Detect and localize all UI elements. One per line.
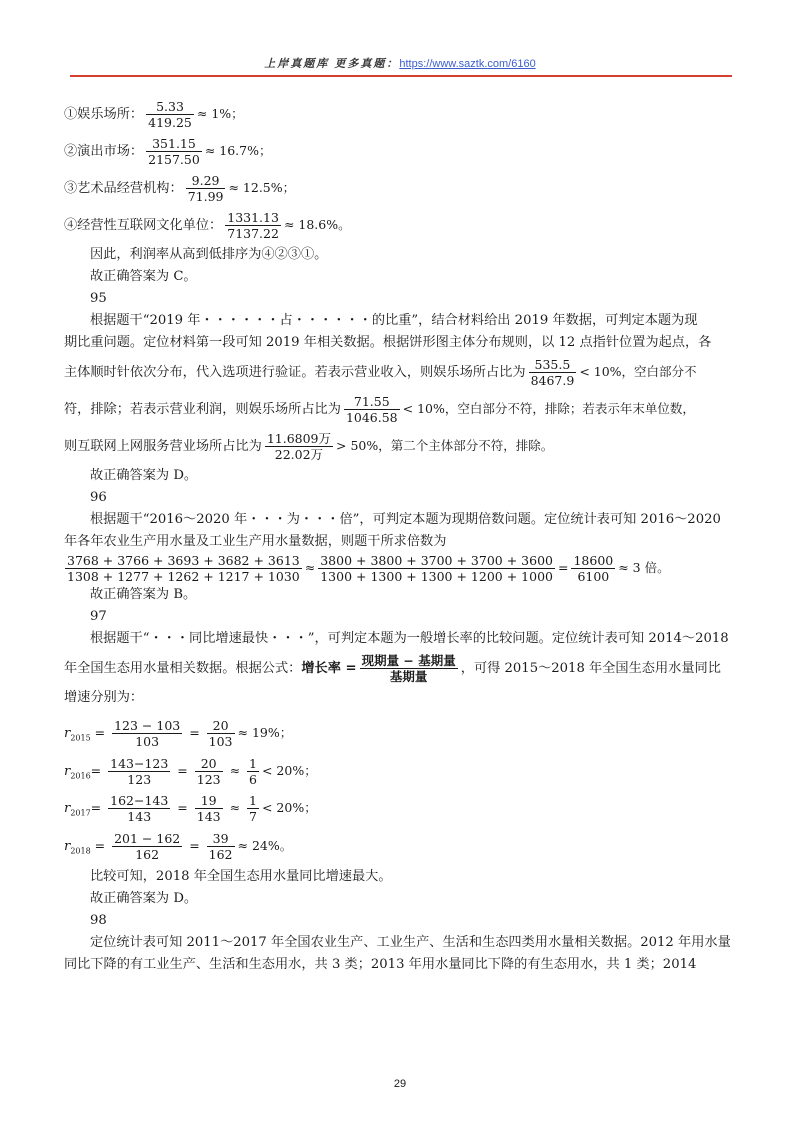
growth-rate-row: $r_{2017}=$ $\frac{162-143}{143}$ = $\frac{19}{143}$ ≈ $\frac{1}{7}$ < 20%； bbox=[64, 793, 317, 825]
fraction: $\frac{1}{6}$ bbox=[249, 755, 257, 787]
fraction: $\frac{1331.13}{7137.22}$ bbox=[227, 210, 279, 241]
q98-paragraph: 同比下降的有工业生产、生活和生态用水，共 3 类；2013 年用水量同比下降的有生态用水，共 1 类；2014 bbox=[64, 956, 697, 972]
fraction: $\frac{5.33}{419.25}$ bbox=[148, 99, 192, 130]
q98-number: 98 bbox=[90, 912, 107, 928]
fraction: $\frac{3768 + 3766 + 3693 + 3682 + 3613}{1308 + 1277 + 1262 + 1217 + 1030}$ bbox=[67, 553, 300, 584]
fraction: $\frac{9.29}{71.99}$ bbox=[187, 173, 224, 204]
q95-paragraph: 期比重问题。定位材料第一段可知 2019 年相关数据。根据饼形图主体分布规则，以 12 点指针位置为起点，各 bbox=[64, 335, 712, 350]
q95-paragraph: 根据题干“2019 年・・・・・・占・・・・・・的比重”，结合材料给出 2019 年数据，可判定本题为现 bbox=[90, 313, 698, 328]
fraction: $\frac{123 - 103}{103}$ bbox=[114, 718, 181, 749]
header-rule bbox=[70, 75, 732, 77]
q97-conclusion: 比较可知，2018 年全国生态用水量同比增速最大。 bbox=[90, 868, 392, 884]
fraction: $\frac{\text{11.6809万}}{\text{22.02万}}$ bbox=[266, 431, 332, 462]
fraction: $\frac{20}{103}$ bbox=[208, 718, 233, 749]
q97-number: 97 bbox=[90, 609, 107, 624]
header-brand: 上岸真题库 更多真题： bbox=[264, 58, 400, 70]
fraction: $\frac{20}{123}$ bbox=[196, 755, 221, 787]
page-number: 29 bbox=[393, 1078, 407, 1090]
fraction: $\frac{351.15}{2157.50}$ bbox=[148, 136, 200, 167]
q95-paragraph: 符，排除；若表示营业利润，则娱乐场所占比为 $\frac{71.55}{1046.58}$ < 10%，空白部分不符，排除；若表示年末单位数， bbox=[64, 394, 695, 425]
fraction: $\frac{\text{现期量 − 基期量}}{\text{基期量}}$ bbox=[361, 653, 456, 684]
fraction: $\frac{3800 + 3800 + 3700 + 3700 + 3600}{1300 + 1300 + 1300 + 1200 + 1000}$ bbox=[320, 553, 553, 584]
q94-answer: 故正确答案为 C。 bbox=[90, 269, 197, 284]
fraction: $\frac{162-143}{143}$ bbox=[110, 793, 169, 825]
fraction: $\frac{535.5}{8467.9}$ bbox=[530, 357, 575, 388]
q96-paragraph: 根据题干“2016～2020 年・・・为・・・倍”，可判定本题为现期倍数问题。定位统计表可知 2016～2020 bbox=[90, 512, 721, 527]
q94-item-label: ③艺术品经营机构： bbox=[64, 181, 183, 196]
q94-item-1: ①娱乐场所： $\frac{5.33}{419.25}$ ≈ 1%； bbox=[64, 99, 244, 130]
q96-answer: 故正确答案为 B。 bbox=[90, 587, 197, 602]
q94-item-label: ①娱乐场所： bbox=[64, 107, 144, 122]
q94-item-3: ③艺术品经营机构： $\frac{9.29}{71.99}$ ≈ 12.5%； bbox=[64, 173, 296, 204]
page-header bbox=[0, 55, 800, 71]
q96-number: 96 bbox=[90, 490, 107, 505]
fraction: $\frac{143-123}{123}$ bbox=[110, 755, 169, 787]
q94-item-2: ②演出市场： $\frac{351.15}{2157.50}$ ≈ 16.7%； bbox=[64, 136, 272, 167]
fraction: $\frac{18600}{6100}$ bbox=[573, 553, 614, 584]
fraction: $\frac{39}{162}$ bbox=[208, 830, 233, 862]
q96-equation: $\frac{3768 + 3766 + 3693 + 3682 + 3613}{1308 + 1277 + 1262 + 1217 + 1030}$ ≈ $\frac{3800 + 3800 + 3700 + 3700 + 3600}{1300 + 1300 + 1300 + 1200 + 1000}$ = $\frac{18600}{6100}$ ≈ 3 倍。 bbox=[67, 553, 670, 584]
fraction: $\frac{19}{143}$ bbox=[196, 793, 221, 825]
q98-paragraph: 定位统计表可知 2011～2017 年全国农业生产、工业生产、生活和生态四类用水量相关数据。2012 年用水量 bbox=[90, 934, 731, 950]
header-url-link[interactable]: https://www.saztk.com/6160 bbox=[399, 58, 536, 70]
growth-rate-row: $r_{2018}$ = $\frac{201 - 162}{162}$ = $\frac{39}{162}$ ≈ 24%。 bbox=[64, 830, 293, 862]
q95-paragraph: 则互联网上网服务营业场所占比为 $\frac{\text{11.6809万}}{\text{22.02万}}$ > 50%，第二个主体部分不符，排除。 bbox=[64, 431, 554, 462]
q97-paragraph: 年全国生态用水量相关数据。根据公式：增长率 = $\frac{\text{现期量 − 基期量}}{\text{基期量}}$ ，可得 2015～2018 年全国生态用水量同比 bbox=[64, 653, 721, 684]
q94-item-4: ④经营性互联网文化单位： $\frac{1331.13}{7137.22}$ ≈ 18.6%。 bbox=[64, 210, 351, 241]
q95-number: 95 bbox=[90, 291, 107, 306]
q95-answer: 故正确答案为 D。 bbox=[90, 468, 198, 483]
q97-answer: 故正确答案为 D。 bbox=[90, 890, 198, 906]
q97-paragraph: 根据题干“・・・同比增速最快・・・”，可判定本题为一般增长率的比较问题。定位统计表可知 2014～2018 bbox=[90, 631, 729, 646]
q94-item-label: ②演出市场： bbox=[64, 144, 144, 159]
fraction: $\frac{201 - 162}{162}$ bbox=[114, 830, 181, 862]
fraction: $\frac{1}{7}$ bbox=[249, 793, 257, 825]
document-body bbox=[64, 96, 736, 976]
growth-formula-label: 增长率 = bbox=[301, 661, 357, 676]
growth-rate-row: $r_{2015}$ = $\frac{123 - 103}{103}$ = $\frac{20}{103}$ ≈ 19%； bbox=[64, 718, 293, 749]
q95-paragraph: 主体顺时针依次分布，代入选项进行验证。若表示营业收入，则娱乐场所占比为 $\frac{535.5}{8467.9}$ < 10%，空白部分不 bbox=[64, 357, 697, 388]
q94-item-label: ④经营性互联网文化单位： bbox=[64, 218, 223, 233]
fraction: $\frac{71.55}{1046.58}$ bbox=[345, 394, 398, 425]
q97-paragraph: 增速分别为： bbox=[64, 690, 144, 705]
q96-paragraph: 年各年农业生产用水量及工业生产用水量数据，则题干所求倍数为 bbox=[64, 534, 447, 549]
q94-conclusion: 因此，利润率从高到低排序为④②③①。 bbox=[90, 247, 328, 262]
growth-rate-row: $r_{2016}=$ $\frac{143-123}{123}$ = $\frac{20}{123}$ ≈ $\frac{1}{6}$ < 20%； bbox=[64, 755, 317, 787]
